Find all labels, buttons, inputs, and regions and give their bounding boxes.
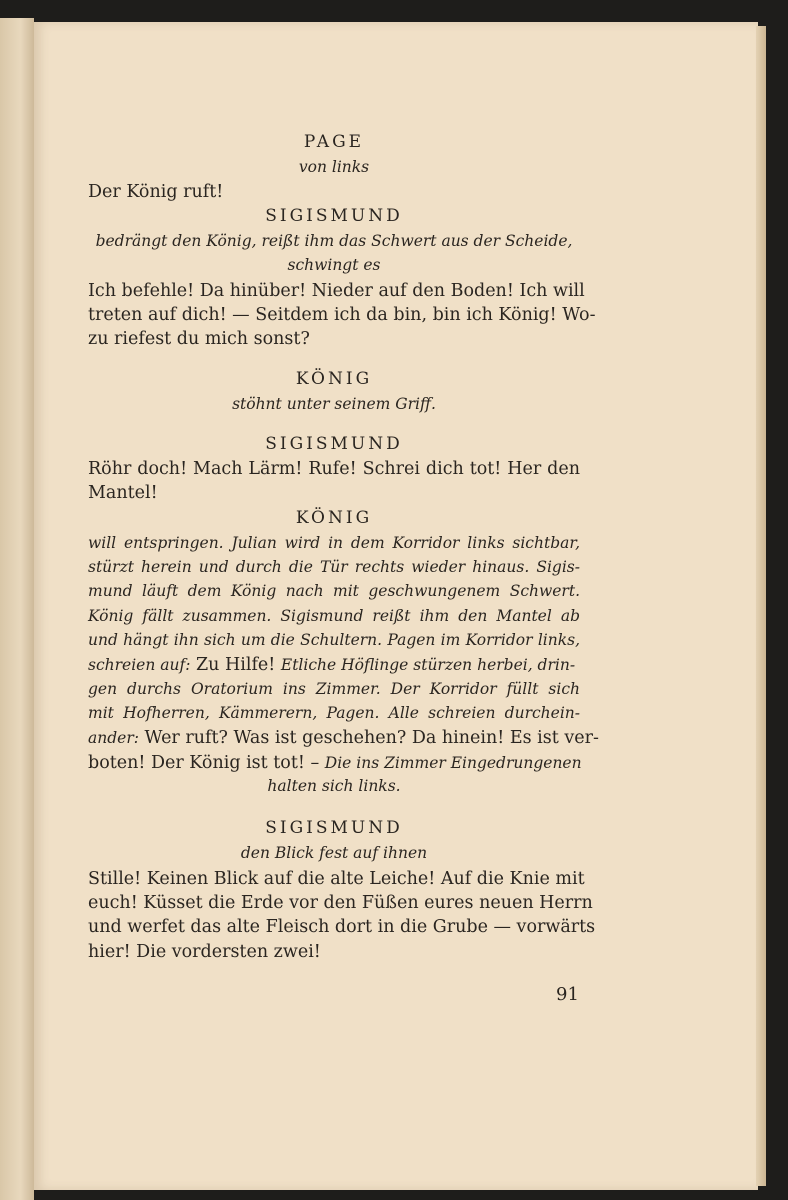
stage-direction: von links — [298, 158, 370, 176]
mixed-line — [88, 655, 580, 675]
mixed-line — [88, 753, 580, 773]
stage-direction: halten sich links. — [267, 777, 401, 795]
dialogue-line: zu riefest du mich sonst? — [88, 329, 310, 349]
dialogue-line: treten auf dich! — Seitdem ich da bin, bin ich König! Wo- — [88, 305, 596, 325]
stage-direction: gen durchs Oratorium ins Zimmer. Der Korridor füllt sich — [88, 680, 580, 698]
stage-direction: schwingt es — [287, 256, 381, 274]
facing-page-edge — [0, 18, 34, 1200]
dialogue-line: Stille! Keinen Blick auf die alte Leiche! Auf die Knie mit — [88, 869, 585, 889]
speaker-name: SIGISMUND — [265, 206, 403, 226]
stage-direction: ander: — [88, 729, 139, 747]
dialogue-line: hier! Die vordersten zwei! — [88, 942, 321, 962]
dialogue-line: Ich befehle! Da hinüber! Nieder auf den Boden! Ich will — [88, 281, 585, 301]
speaker-name: SIGISMUND — [265, 818, 403, 838]
speaker-name: KÖNIG — [295, 508, 373, 528]
page-stack-edge — [756, 26, 766, 1186]
speaker-name: PAGE — [303, 132, 365, 152]
speaker-name: SIGISMUND — [265, 434, 403, 454]
dialogue-line: Röhr doch! Mach Lärm! Rufe! Schrei dich tot! Her den — [88, 459, 580, 479]
stage-direction: mit Hofherren, Kämmerern, Pagen. Alle schreien durchein- — [88, 704, 580, 722]
stage-direction: den Blick fest auf ihnen — [240, 844, 428, 862]
speaker-name: KÖNIG — [295, 369, 373, 389]
dialogue-text: Wer ruft? Was ist geschehen? Da hinein! Es ist ver- — [138, 728, 599, 748]
stage-direction: will entspringen. Julian wird in dem Korridor links sichtbar, — [88, 534, 580, 552]
mixed-line — [88, 728, 599, 748]
dialogue-line: Mantel! — [88, 483, 158, 503]
stage-direction: schreien auf: — [88, 656, 191, 674]
dialogue-text: Zu Hilfe! — [190, 655, 281, 675]
dialogue-text: boten! Der König ist tot! – — [88, 753, 325, 773]
stage-direction: stöhnt unter seinem Griff. — [232, 395, 436, 413]
dialogue-line: euch! Küsset die Erde vor den Füßen eures neuen Herrn — [88, 893, 593, 913]
stage-direction: Etliche Höflinge stürzen herbei, drin- — [280, 656, 576, 674]
stage-direction: bedrängt den König, reißt ihm das Schwert aus der Scheide, — [95, 232, 573, 250]
stage-direction: und hängt ihn sich um die Schultern. Pagen im Korridor links, — [88, 631, 580, 649]
stage-direction: König fällt zusammen. Sigismund reißt ihm den Mantel ab — [88, 607, 580, 625]
dialogue-line: und werfet das alte Fleisch dort in die Grube — vorwärts — [88, 917, 596, 937]
stage-direction: stürzt herein und durch die Tür rechts wieder hinaus. Sigis- — [88, 558, 580, 576]
stage-direction: mund läuft dem König nach mit geschwungenem Schwert. — [88, 582, 580, 600]
dialogue-line: Der König ruft! — [88, 182, 224, 202]
page-number: 91 — [556, 984, 579, 1005]
stage-direction: Die ins Zimmer Eingedrungenen — [324, 754, 582, 772]
